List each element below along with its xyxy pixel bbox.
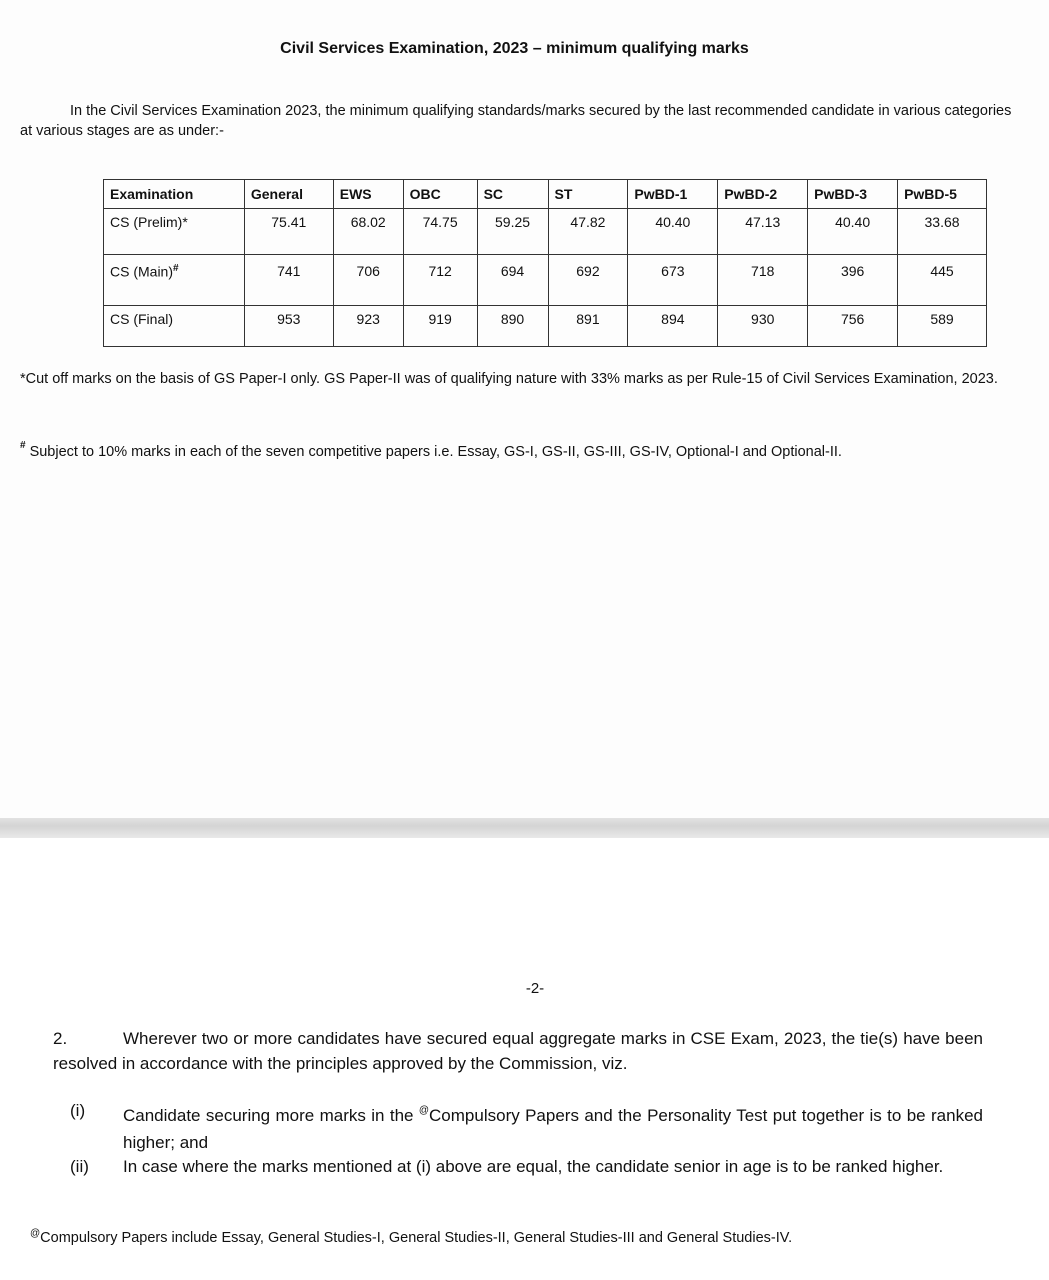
header-pwbd-2: PwBD-2 bbox=[718, 180, 808, 209]
table-header-row bbox=[104, 180, 987, 209]
table-row bbox=[104, 306, 987, 347]
intro-paragraph bbox=[20, 101, 1015, 141]
table-cell: 741 bbox=[244, 255, 333, 306]
tie-resolution-paragraph bbox=[53, 1026, 983, 1076]
table-cell: 40.40 bbox=[628, 209, 718, 255]
table-cell: 894 bbox=[628, 306, 718, 347]
header-st: ST bbox=[548, 180, 628, 209]
table-cell: 68.02 bbox=[333, 209, 403, 255]
table-cell: 891 bbox=[548, 306, 628, 347]
row-label: CS (Prelim)* bbox=[104, 209, 245, 255]
header-sc: SC bbox=[477, 180, 548, 209]
list-item bbox=[70, 1097, 983, 1156]
page-title: Civil Services Examination, 2023 – minimum qualifying marks bbox=[280, 40, 749, 57]
list-item-number: (i) bbox=[70, 1101, 86, 1120]
table-cell: 930 bbox=[718, 306, 808, 347]
table-cell: 75.41 bbox=[244, 209, 333, 255]
table-cell: 47.13 bbox=[718, 209, 808, 255]
hash-symbol: # bbox=[20, 440, 26, 451]
table-cell: 47.82 bbox=[548, 209, 628, 255]
paragraph-text: Wherever two or more candidates have secured equal aggregate marks in CSE Exam, 2023, the tie(s) have been resolved in accordance with the principles approved by the Commission, viz. bbox=[53, 1029, 983, 1073]
table-cell: 923 bbox=[333, 306, 403, 347]
table-cell: 33.68 bbox=[898, 209, 987, 255]
table-cell: 673 bbox=[628, 255, 718, 306]
table-cell: 445 bbox=[898, 255, 987, 306]
main-footnote-text: Subject to 10% marks in each of the seven competitive papers i.e. Essay, GS-I, GS-II, GS-III, GS-IV, Optional-I and Optional-II. bbox=[29, 444, 842, 460]
compulsory-papers-text: Compulsory Papers include Essay, General Studies-I, General Studies-II, General Studies-III and General Studies-IV. bbox=[40, 1230, 793, 1246]
header-general: General bbox=[244, 180, 333, 209]
table-cell: 40.40 bbox=[808, 209, 898, 255]
page-number: -2- bbox=[525, 980, 545, 997]
table-cell: 706 bbox=[333, 255, 403, 306]
table-cell: 74.75 bbox=[403, 209, 477, 255]
main-footnote bbox=[20, 436, 1020, 462]
list-item-number: (ii) bbox=[70, 1157, 89, 1176]
header-pwbd-3: PwBD-3 bbox=[808, 180, 898, 209]
row-label: CS (Main)# bbox=[104, 255, 245, 306]
table-cell: 718 bbox=[718, 255, 808, 306]
header-examination: Examination bbox=[104, 180, 245, 209]
at-symbol: @ bbox=[30, 1228, 41, 1239]
intro-text: In the Civil Services Examination 2023, the minimum qualifying standards/marks secured by the last recommended candidate in various categories at various stages are as under:- bbox=[20, 103, 1012, 139]
table-cell: 756 bbox=[808, 306, 898, 347]
page-divider bbox=[0, 818, 1049, 838]
table-cell: 396 bbox=[808, 255, 898, 306]
row-label: CS (Final) bbox=[104, 306, 245, 347]
header-ews: EWS bbox=[333, 180, 403, 209]
header-obc: OBC bbox=[403, 180, 477, 209]
table-cell: 589 bbox=[898, 306, 987, 347]
table-cell: 953 bbox=[244, 306, 333, 347]
list-item bbox=[70, 1153, 983, 1180]
paragraph-number: 2. bbox=[53, 1029, 68, 1048]
qualifying-marks-table bbox=[103, 179, 987, 347]
compulsory-papers-footnote bbox=[30, 1228, 1030, 1246]
table-cell: 712 bbox=[403, 255, 477, 306]
header-pwbd-5: PwBD-5 bbox=[898, 180, 987, 209]
table-row bbox=[104, 209, 987, 255]
table-row bbox=[104, 255, 987, 306]
table-cell: 59.25 bbox=[477, 209, 548, 255]
table-cell: 890 bbox=[477, 306, 548, 347]
list-item-text: In case where the marks mentioned at (i) above are equal, the candidate senior in age is to be ranked higher. bbox=[123, 1157, 944, 1176]
table-cell: 919 bbox=[403, 306, 477, 347]
table-cell: 694 bbox=[477, 255, 548, 306]
header-pwbd-1: PwBD-1 bbox=[628, 180, 718, 209]
list-item-text: Candidate securing more marks in the @Compulsory Papers and the Personality Test put together is to be ranked higher; and bbox=[123, 1105, 983, 1152]
table-cell: 692 bbox=[548, 255, 628, 306]
prelim-footnote: *Cut off marks on the basis of GS Paper-I only. GS Paper-II was of qualifying nature with 33% marks as per Rule-15 of Civil Services Examination, 2023. bbox=[20, 371, 998, 387]
